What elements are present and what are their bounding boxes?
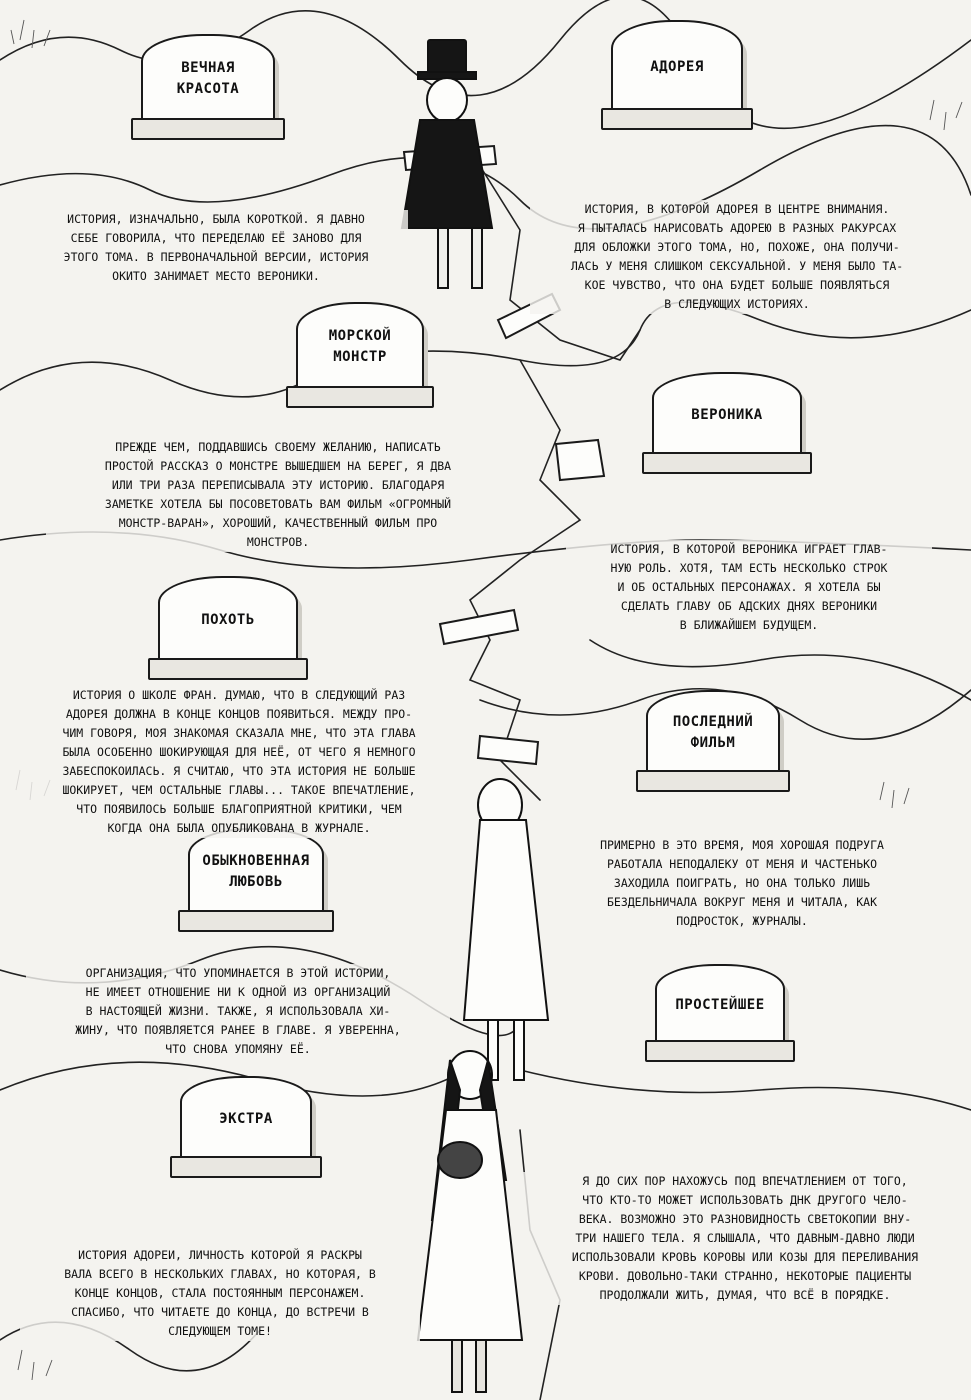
tombstone-label: ВЕЧНАЯ КРАСОТА [176,60,240,97]
tombstone-posledniy [646,690,780,776]
tombstone-pokhot [158,576,298,664]
tombstone-base [131,118,285,140]
dark-hair-girl [418,1051,522,1392]
note-posledniy: ПРИМЕРНО В ЭТО ВРЕМЯ, МОЯ ХОРОШАЯ ПОДРУГА РАБОТАЛА НЕПОДАЛЕКУ ОТ МЕНЯ И ЧАСТЕНЬКО ЗАХОДИЛА ПОИГРАТЬ, НО ОНА ТОЛЬКО ЛИШЬ БЕЗДЕЛЬНИЧАЛА ВОКРУГ МЕНЯ И ЧИТАЛА, КАК ПОДРОСТОК, ЖУРНАЛЫ. [560,836,924,931]
tombstone-obyknovennaya [188,828,324,916]
tombstone-base [636,770,790,792]
tombstone-prosteyshee [655,964,785,1046]
tombstone-label: ПОХОТЬ [201,611,255,628]
tombstone-base [148,658,308,680]
tombstone-base [645,1040,795,1062]
note-obyknovennaya: ОРГАНИЗАЦИЯ, ЧТО УПОМИНАЕТСЯ В ЭТОЙ ИСТОРИИ, НЕ ИМЕЕТ ОТНОШЕНИЕ НИ К ОДНОЙ ИЗ ОРГАНИЗАЦИЙ В НАСТОЯЩЕЙ ЖИЗНИ. ТАКЖЕ, Я ИСПОЛЬЗОВАЛА ХИ- ЖИНУ, ЧТО ПОЯВЛЯЕТСЯ РАНЕЕ В ГЛАВЕ. Я УВЕРЕННА, ЧТО СНОВА УПОМЯНУ ЕЁ. [26,964,450,1059]
tombstone-ekstra [180,1076,312,1162]
tombstone-label: ОБЫКНОВЕННАЯ ЛЮБОВЬ [202,853,310,890]
tombstone-morskoy [296,302,424,392]
tombstone-label: ПОСЛЕДНИЙ ФИЛЬМ [672,714,754,751]
tombstone-veronika [652,372,802,458]
note-prosteyshee: Я ДО СИХ ПОР НАХОЖУСЬ ПОД ВПЕЧАТЛЕНИЕМ ОТ ТОГО, ЧТО КТО-ТО МОЖЕТ ИСПОЛЬЗОВАТЬ ДНК ДРУГОГО ЧЕЛО- ВЕКА. ВОЗМОЖНО ЭТО РАЗНОВИДНОСТЬ СВЕТОКОПИИ ВНУ- ТРИ НАШЕГО ТЕЛА. Я СЛЫШАЛА, ЧТО ДАВНЫМ-ДАВНО ЛЮДИ ИСПОЛЬЗОВАЛИ КРОВЬ КОРОВЫ ИЛИ КОЗЫ ДЛЯ ПЕРЕЛИВАНИЯ КРОВИ. ДОВОЛЬНО-ТАКИ СТРАННО, НЕКОТОРЫЕ ПАЦИЕНТЫ ПРОДОЛЖАЛИ ЖИТЬ, ДУМАЯ, ЧТО ВСЁ В ПОРЯДКЕ. [520,1172,970,1305]
tombstone-label: АДОРЕЯ [650,58,704,75]
tombstone-adoreya [611,20,743,114]
tombstone-base [642,452,812,474]
tombstone-label: МОРСКОЙ МОНСТР [328,328,392,365]
tombstone-base [286,386,434,408]
note-veronika: ИСТОРИЯ, В КОТОРОЙ ВЕРОНИКА ИГРАЕТ ГЛАВ- НУЮ РОЛЬ. ХОТЯ, ТАМ ЕСТЬ НЕСКОЛЬКО СТРОК И ОБ ОСТАЛЬНЫХ ПЕРСОНАЖАХ. Я ХОТЕЛА БЫ СДЕЛАТЬ ГЛАВУ ОБ АДСКИХ ДНЯХ ВЕРОНИКИ В БЛИЖАЙШЕМ БУДУЩЕМ. [566,540,932,635]
tombstone-vechnaya [141,34,275,124]
note-morskoy: ПРЕЖДЕ ЧЕМ, ПОДДАВШИСЬ СВОЕМУ ЖЕЛАНИЮ, НАПИСАТЬ ПРОСТОЙ РАССКАЗ О МОНСТРЕ ВЫШЕДШЕМ НА БЕРЕГ, Я ДВА ИЛИ ТРИ РАЗА ПЕРЕПИСЫВАЛА ЭТУ ИСТОРИЮ. БЛАГОДАРЯ ЗАМЕТКЕ ХОТЕЛА БЫ ПОСОВЕТОВАТЬ ВАМ ФИЛЬМ «ОГРОМНЫЙ МОНСТР-ВАРАН», ХОРОШИЙ, КАЧЕСТВЕННЫЙ ФИЛЬМ ПРО МОНСТРОВ. [46,438,510,552]
note-ekstra: ИСТОРИЯ АДОРЕИ, ЛИЧНОСТЬ КОТОРОЙ Я РАСКРЫ ВАЛА ВСЕГО В НЕСКОЛЬКИХ ГЛАВАХ, НО КОТОРАЯ, В КОНЦЕ КОНЦОВ, СТАЛА ПОСТОЯННЫМ ПЕРСОНАЖЕМ. СПАСИБО, ЧТО ЧИТАЕТЕ ДО КОНЦА, ДО ВСТРЕЧИ В СЛЕДУЮЩЕМ ТОМЕ! [20,1246,420,1341]
tombstone-base [170,1156,322,1178]
note-vechnaya: ИСТОРИЯ, ИЗНАЧАЛЬНО, БЫЛА КОРОТКОЙ. Я ДАВНО СЕБЕ ГОВОРИЛА, ЧТО ПЕРЕДЕЛАЮ ЕЁ ЗАНОВО ДЛЯ ЭТОГО ТОМА. В ПЕРВОНАЧАЛЬНОЙ ВЕРСИИ, ИСТОРИЯ ОКИТО ЗАНИМАЕТ МЕСТО ВЕРОНИКИ. [24,210,408,286]
tombstone-label: ЭКСТРА [219,1110,273,1127]
tombstone-base [178,910,334,932]
tombstone-base [601,108,753,130]
tombstone-label: ПРОСТЕЙШЕЕ [675,996,765,1013]
tombstone-label: ВЕРОНИКА [691,406,763,423]
girl-top-hat [402,40,492,288]
note-adoreya: ИСТОРИЯ, В КОТОРОЙ АДОРЕЯ В ЦЕНТРЕ ВНИМАНИЯ. Я ПЫТАЛАСЬ НАРИСОВАТЬ АДОРЕЮ В РАЗНЫХ РАКУРСАХ ДЛЯ ОБЛОЖКИ ЭТОГО ТОМА, НО, ПОХОЖЕ, ОНА ПОЛУЧИ- ЛАСЬ У МЕНЯ СЛИШКОМ СЕКСУАЛЬНОЙ. У МЕНЯ БЫЛО ТА- КОЕ ЧУВСТВО, ЧТО ОНА БУДЕТ БОЛЬШЕ ПОЯВЛЯТЬСЯ В СЛЕДУЮЩИХ ИСТОРИЯХ. [530,200,944,314]
note-pokhot: ИСТОРИЯ О ШКОЛЕ ФРАН. ДУМАЮ, ЧТО В СЛЕДУЮЩИЙ РАЗ АДОРЕЯ ДОЛЖНА В КОНЦЕ КОНЦОВ ПОЯВИТЬСЯ. МЕЖДУ ПРО- ЧИМ ГОВОРЯ, МОЯ ЗНАКОМАЯ СКАЗАЛА МНЕ, ЧТО ЭТА ГЛАВА БЫЛА ОСОБЕННО ШОКИРУЮЩАЯ ДЛЯ НЕЁ, ОТ ЧЕГО Я НЕМНОГО ЗАБЕСПОКОИЛАСЬ. Я СЧИТАЮ, ЧТО ЭТА ИСТОРИЯ НЕ БОЛЬШЕ ШОКИРУЕТ, ЧЕМ ОСТАЛЬНЫЕ ГЛАВЫ... ТАКОЕ ВПЕЧАТЛЕНИЕ, ЧТО ПОЯВИЛОСЬ БОЛЬШЕ БЛАГОПРИЯТНОЙ КРИТИКИ, ЧЕМ КОГДА ОНА БЫЛА ОПУБЛИКОВАНА В ЖУРНАЛЕ. [8,686,470,838]
